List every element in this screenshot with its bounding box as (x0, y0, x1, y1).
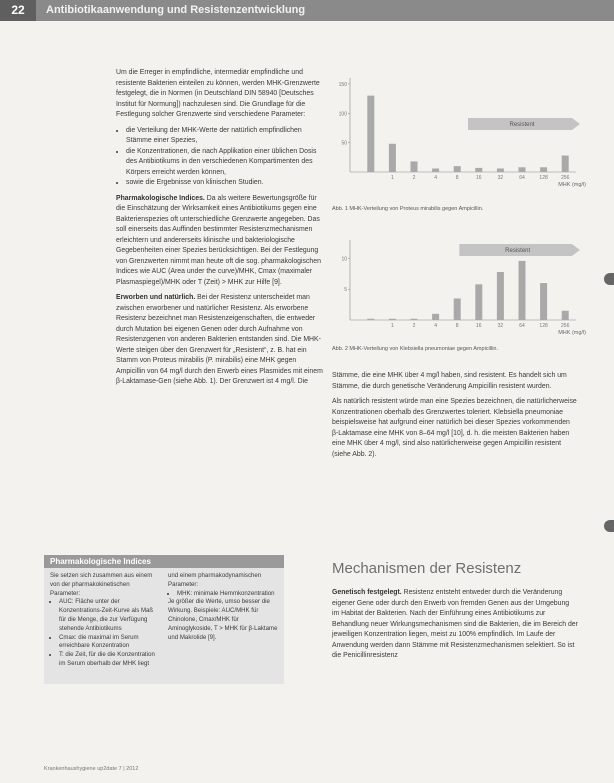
x-tick-label: 1 (391, 175, 394, 181)
x-tick-label: 4 (434, 323, 437, 329)
list-item: • T: die Zeit, für die die Konzentration im Serum oberhalb der MHK liegt (59, 651, 158, 669)
x-axis-unit: MHK (mg/l) (558, 182, 586, 188)
footer: Krankenhaushygiene up2date 7 | 2012 (44, 766, 139, 772)
pharma-text: Da als weitere Bewertungsgröße für die Einschätzung der Wirksamkeit eines Antibiotikums gegen eine Bakterienspezies oft unterschiedliche Grenzwerte angegeben. Das soll einerseits das Auffinden bestimmter Resistenzmechanismen erleichtern und andererseits klinische und bakteriologische Gegebenheiten einer Spezies berücksichtigen. Bei der Festlegung von Grenzwerten nimmt man heute oft die sog. pharmakologischen Indices wie AUC (Area under the curve)/MHK, Cmax (maximaler Plasmaspiegel)/MHK oder T (Zeit) > MHK zur Hilfe [9]. (116, 194, 321, 286)
bar (411, 161, 418, 172)
bar (411, 319, 418, 320)
x-tick-label: 32 (497, 323, 504, 329)
bar (389, 319, 396, 320)
x-tick-label: 128 (539, 323, 548, 329)
info-box-intro: Sie setzen sich zusammen aus einem von der pharmakokinetischen Parameter: (50, 572, 153, 597)
x-tick-label: 16 (476, 323, 482, 329)
pharma-paragraph (116, 194, 324, 289)
bar (454, 298, 461, 320)
resistant-arrow-label: Resistent (505, 248, 531, 254)
x-tick-label: 2 (412, 323, 416, 329)
pharma-heading: Pharmakologische Indices. (116, 194, 205, 202)
right-paragraph-2: Als natürlich resistent würde man eine Spezies bezeichnen, die natürlicherweise Konzentrationen oberhalb des Grenzwertes toleriert. Klebsiella pneumoniae beispielsweise hat aufgrund einer natürlich bei dieser Spezies vorkommenden β-Laktamase eine MHK von 8–64 mg/l [10], d. h. die meisten Bakterien haben eine MHK über 4 mg/l, sind also natürlicherweise gegen Ampicillin resistent (siehe Abb. 2). (332, 398, 577, 458)
page-header (0, 0, 614, 21)
x-tick-label: 256 (561, 175, 570, 181)
punch-hole-marker (604, 273, 614, 285)
y-tick-label: 10 (341, 256, 347, 263)
info-box-list-2 (168, 590, 278, 599)
list-item: • Cmax: die maximal im Serum erreichbare Konzentration (59, 634, 158, 652)
bar (540, 283, 547, 320)
y-tick-label: 5 (344, 287, 347, 294)
genetic-text: Resistenz entsteht entweder durch die Veränderung eigener Gene oder durch den Erwerb von fremden Genen aus der Umgebung im Habitat der Bakterien. Nach der Einführung eines Antibiotikums zur Behandlung neuer Wirkungsmechanismen sind die Bakterien, die im Bereich der jeweiligen Konzentration liegen, meist zu 100% empfindlich. Im Laufe der Anwendung werden dann Stämme mit Resistenzmechanismen selektiert. So ist die Penicillinresistenz (332, 589, 578, 659)
punch-hole-marker (604, 520, 614, 532)
x-tick-label: 16 (476, 175, 482, 181)
page-number: 22 (0, 0, 36, 21)
info-box-col-2 (168, 572, 278, 642)
bar (475, 284, 482, 320)
bar (519, 167, 526, 172)
x-tick-label: 128 (539, 175, 548, 181)
x-tick-label: 8 (455, 175, 459, 181)
bar (367, 96, 374, 172)
acquired-heading: Erworben und natürlich. (116, 294, 196, 301)
bar (389, 144, 396, 172)
bar (454, 166, 461, 172)
y-tick-label: 100 (338, 111, 347, 118)
info-box-list-1 (50, 598, 158, 668)
x-axis-unit: MHK (mg/l) (558, 330, 586, 336)
bar (540, 167, 547, 172)
bar (432, 314, 439, 320)
acquired-paragraph (116, 293, 324, 388)
bar (475, 168, 482, 172)
info-box-title: Pharmakologische Indices (44, 555, 284, 568)
intro-paragraph: Um die Erreger in empfindliche, intermediär empfindliche und resistente Bakterien einteilen zu können, werden MHK-Grenzwerte festgelegt, die in Normen (in Deutschland DIN 58940 [Deutsches Institut für Normung]) nachzulesen sind. Die Grundlage für die Festlegung solcher Grenzwerte sind verschiedene Parameter: (116, 69, 320, 118)
bar (497, 272, 504, 320)
list-item: • AUC: Fläche unter der Konzentrations-Zeit-Kurve als Maß für die Menge, die zur Verfügung stehende Antibiotikums (59, 598, 158, 633)
bar (432, 168, 439, 172)
x-tick-label: 8 (455, 323, 459, 329)
info-box-col-1 (50, 572, 158, 669)
info-box-col2-text: Je größer die Werte, umso besser die Wirkung. Beispiele: AUC/MHK für Chinolone, Cmax/MHK für Aminoglykoside, T > MHK für β-Laktame und Makrolide [9]. (168, 598, 278, 641)
resistant-arrow-label: Resistent (509, 122, 535, 128)
y-tick-label: 50 (341, 140, 347, 147)
x-tick-label: 64 (519, 323, 525, 329)
x-tick-label: 64 (519, 175, 525, 181)
bar (519, 261, 526, 320)
right-column-lower (332, 588, 578, 667)
x-tick-label: 4 (434, 175, 437, 181)
genetic-paragraph (332, 588, 578, 662)
bar (497, 168, 504, 172)
bar (367, 319, 374, 320)
parameter-list (116, 126, 324, 189)
list-item: • die Konzentrationen, die nach Applikation einer üblichen Dosis des Antibiotikums in den verschiedenen Kompartimenten des Körpers erreicht werden können, (126, 147, 324, 179)
x-tick-label: 256 (561, 323, 570, 329)
list-item: • sowie die Ergebnisse von klinischen Studien. (126, 178, 324, 189)
x-tick-label: 2 (412, 175, 416, 181)
figure-1-caption: Abb. 1 MHK-Verteilung von Proteus mirabilis gegen Ampicillin. (332, 206, 484, 212)
figure-2 (332, 234, 592, 344)
bar (562, 156, 569, 172)
figure-2-caption: Abb. 2 MHK-Verteilung von Klebsiella pneumoniae gegen Ampicillin. (332, 346, 499, 352)
figure-1-chart (332, 72, 592, 192)
info-box (44, 568, 284, 684)
info-box-col2-intro: und einem pharmakodynamischen Parameter: (168, 572, 262, 588)
list-item: • MHK: minimale Hemmkonzentration (177, 590, 278, 599)
figure-2-chart (332, 234, 592, 344)
list-item: • die Verteilung der MHK-Werte der natürlich empfindlichen Stämme einer Spezies, (126, 126, 324, 147)
acquired-text: Bei der Resistenz unterscheidet man zwischen erworbener und natürlicher Resistenz. Als erworbene Resistenz bezeichnet man Resistenzeigenschaften, die entweder durch Mutation bei eigenen Genen oder durch Aufnahme von Resistenzgenen von anderen Bakterien entstanden sind. Die MHK-Werte steigen über den Grenzwert für „Resistent“, z. B. hat ein Stamm von Proteus mirabilis (P. mirabilis) eine MHK gegen Ampicillin von 64 mg/l durch den Erwerb eines Plasmides mit einem β-Laktamase-Gen (siehe Abb. 1). Der Grenzwert ist 4 mg/l. Die (116, 294, 323, 385)
figure-1 (332, 72, 592, 192)
left-column (116, 68, 324, 393)
x-tick-label: 32 (497, 175, 504, 181)
header-title: Antibiotikaanwendung und Resistenzentwicklung (46, 4, 306, 16)
x-tick-label: 1 (391, 323, 394, 329)
section-heading: Mechanismen der Resistenz (332, 560, 522, 577)
genetic-heading: Genetisch festgelegt. (332, 589, 402, 596)
bar (562, 311, 569, 320)
right-paragraph-1: Stämme, die eine MHK über 4 mg/l haben, sind resistent. Es handelt sich um Stämme, die durch genetische Veränderung Ampicillin resistent wurden. (332, 372, 567, 390)
right-column-upper (332, 371, 578, 465)
y-tick-label: 150 (338, 81, 347, 88)
